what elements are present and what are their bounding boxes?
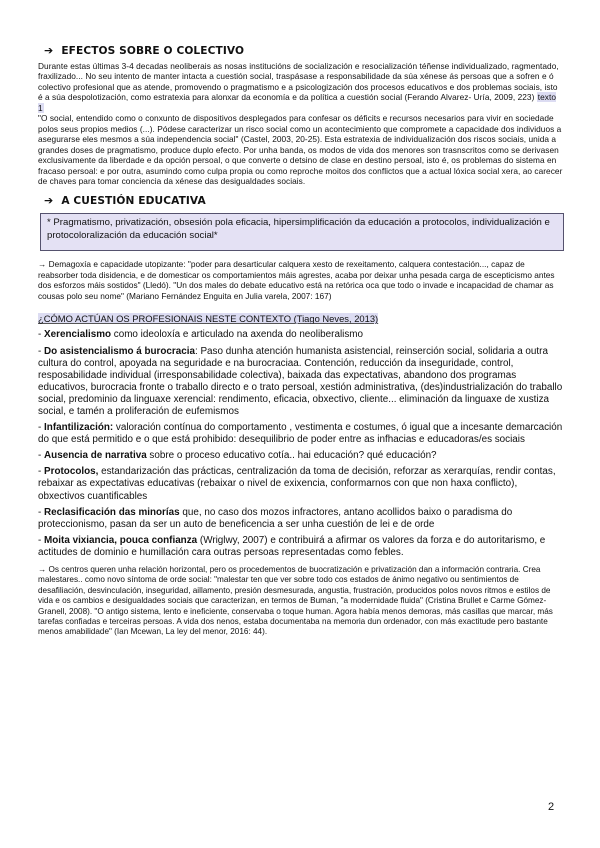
item-term: Reclasificación das minorías [44,506,180,518]
closing-note: → Os centros queren unha relación horizontal, pero os procedementos de buocratización e privatización dan a información contraria. Crea malestares.. como novo síntoma de orde social: "malestar ten que ver sobre todo cos estados de ánimo negativo ou sentimientos de desafiliación, desvinculación, inseguridad, aillamento, presión desmesurada, angustia, frustración, producidos polos novos ritmos e estilos de vida e os cambios e desigualdades sociais que caracterizan, en termos de Buman, "a modernidade fluida" (Cristina Brullet e Carme Gómez- Granell, 2008). "O antigo sistema, lento e ineficiente, conservaba o toque human. Agora había menos demoras, más casillas que marcar, más tarefas confiadas e terceiras persoas. A vida dos nenos, estaba documentaba na memoria dun ordenador, con más exactitude pero bastante menos amabilidade" (Ian Mcewan, La ley del menor, 2016: 44). [38,565,553,637]
section-title: A CUESTIÓN EDUCATIVA [61,194,206,207]
list-item: - Protocolos, estandarización das prácticas, centralización da toma de decisión, reforzar as xerarquías, rendir contas, rebaixar as expectativas educativas (rebaixar o nivel de exixencia, conformarnos con que non haxa conflicto), obxectivos cuantificables [38,466,556,502]
arrow-right-icon: ➔ [44,194,54,208]
item-term: Xerencialismo [44,329,112,341]
paragraph-efectos [38,61,564,113]
list-item: - Infantilización: valoración contínua do comportamento , vestimenta e costumes, ó igual que a incesante demarcación do que está permitido e o que está prohibido: desequilibrio de poder entre as infhacias e educadoras/es sociais [38,422,563,446]
item-text: : Paso dunha atención humanista asistencial, reinserción social, solidaria a outra cultura do control, apoyada na seguridade e na burocraciaa. Contención, reducción da inseguridade, control, resposabilidade individual (irresponsabilidade colectiva), baixada das expectativas, abandono dos programas educativos, burocracia fronte o traballo directo e o trato persoal, xestión administrativa, (des)industrialización do traballo social, predominio da linguaxe xerencial: rendimento, eficacia, obxectivo, cliente... eliminación da linguaxe de xustiza social, e tamén a proliferación de eufemismos [38,345,563,417]
item-term: Do asistencialismo á burocracia [44,345,195,357]
arrow-right-icon: ➔ [44,44,54,57]
page-number: 2 [548,801,555,813]
item-term: Moita vixiancia, pouca confianza [44,534,198,546]
item-text: valoración contínua do comportamento , vestimenta e costumes, ó igual que a incesante demarcación do que está permitido e o que está prohibido: desequilibrio de poder entre as infhacias e educadoras/es sociais [38,422,563,446]
subsection-title: ¿CÓMO ACTÚAN OS PROFESIONAIS NESTE CONTEXTO (Tiago Neves, 2013) [38,313,379,325]
item-text: como ideoloxía e articulado na axenda do neoliberalismo [111,329,363,341]
text-tag: texto 1 [38,92,557,113]
item-term: Infantilización: [44,422,114,434]
item-text: estandarización das prácticas, centralización da toma de decisión, reforzar as xerarquías, rendir contas, rebaixar as expectativas educativas (rebaixar o nivel de exixencia, conformarnos con que non haxa conflicto), obxectivos cuantificables [38,466,556,502]
list-item: - Moita vixiancia, pouca confianza (Wriglwy, 2007) e contribuirá a afirmar os valores da forza e do autoritarismo, e actitudes de dominio e humillación cara outras persoas representadas como febles. [38,534,546,558]
list-item: - Reclasificación das minorías que, no caso dos mozos infractores, antano acollidos baixo o paradisma do proteccionismo, pasan da ser un auto de beneficencia a ser unha cuestión de lei e de orde [38,506,513,530]
section-title: EFECTOS SOBRE O COLECTIVO [61,44,245,57]
item-term: Protocolos, [44,466,99,478]
item-text: (Wriglwy, 2007) e contribuirá a afirmar os valores da forza e do autoritarismo, e actitudes de dominio e humillación cara outras persoas representadas como febles. [38,534,546,558]
quote-demagoxia: → Demagoxía e capacidade utopizante: "poder para desarticular calquera xesto de rexeitamento, calquera contestación..., capaz de reabsorber toda disidencia, e de domesticar os comportamientos máis agrestes, acaba por deixar unha pesada carga de escepticismo antes dos esforzos máis sostidos" (Lledó). "Un dos males do debate educativo está na retórica oca que todo o invade e incapacidad de chamar as cousas polo seu nome" (Mariano Fernández Enguita en Julia varela, 2007: 167) [38,259,555,301]
item-text: que, no caso dos mozos infractores, antano acollidos baixo o paradisma do proteccionismo, pasan da ser un auto de beneficencia a ser unha cuestión de lei e de orde [38,506,513,530]
section-heading-cuestion [44,194,564,207]
item-text: sobre o proceso educativo cotía.. hai educación? qué educación? [146,450,437,462]
list-item: - Ausencia de narrativa sobre o proceso educativo cotía.. hai educación? qué educación? [38,450,437,462]
document-page [38,44,564,638]
list-item: - Do asistencialismo á burocracia: Paso dunha atención humanista asistencial, reinserción social, solidaria a outra cultura do control, apoyada na seguridade e na burocraciaa. Contención, reducción da inseguridade, control, resposabilidade individual (irresponsabilidade colectiva), baixada das expectativas, abandono dos programas educativos, burocracia fronte o traballo directo e o trato persoal, xestión administrativa, (des)industrialización do traballo social, predominio da linguaxe xerencial: rendimento, eficacia, obxectivo, cliente... eliminación da linguaxe de xustiza social, e tamén a proliferación de eufemismos [38,345,563,417]
item-list [38,329,564,559]
highlight-box: * Pragmatismo, privatización, obsesión pola eficacia, hipersimplificación da educación a protocolos, individualización e protocoloralización da educación social* [40,213,564,251]
paragraph-castel: "O social, entendido como o conxunto de dispositivos desplegados para confesar os déficits e recursos necesarios para vivir en sociedade polos seus propios medios (...). Pódese caracterizar un risco social como un acontecimiento que compromete a capacidade dos individuos a asegurarse eles mesmos a súa independencia social" (Castel, 2003, 20-25). Esta estratexia de individualización dos riscos sociais, unida a grandes doses de pragmatismo, produce duplo efecto. Por unha banda, os modos de vida dos menores son trasnscritos como se derivasen exclusivamente da liberdade e da opción persoal, o que converte o detsino de clase en destino persoal, isto é, os problemas do sistema en fracaso persoal: e por outra, asumindo como culpa propia ou como reproche moitos dos conflictos que a actual lóxica social xera, ao carecer de chaves para tomar conciencia da xénese das desigualdades sociais. [38,113,563,186]
list-item: - Xerencialismo como ideoloxía e articulado na axenda do neoliberalismo [38,329,363,341]
section-heading-efectos [44,44,564,57]
item-term: Ausencia de narrativa [44,450,147,462]
paragraph-text: Durante estas últimas 3-4 decadas neoliberais as nosas institucións de socialización e resocialización téñense individualizado, ragmentado, fraxilizado... No seu intento de manter intacta a cuestión social, traspásase a responsabilidade da súa xénese ás persoas que a sofren e ó colectivo profesional que as atende, promovendo o pragmatismo e a psicologización dos procesos educativos e dos problemas sociais, isto é a súa despolotización, como estratexia para alonxar da economía e da política a cuestión social (Ferando Alvarez- Uría, 2009, 223) [38,61,559,103]
